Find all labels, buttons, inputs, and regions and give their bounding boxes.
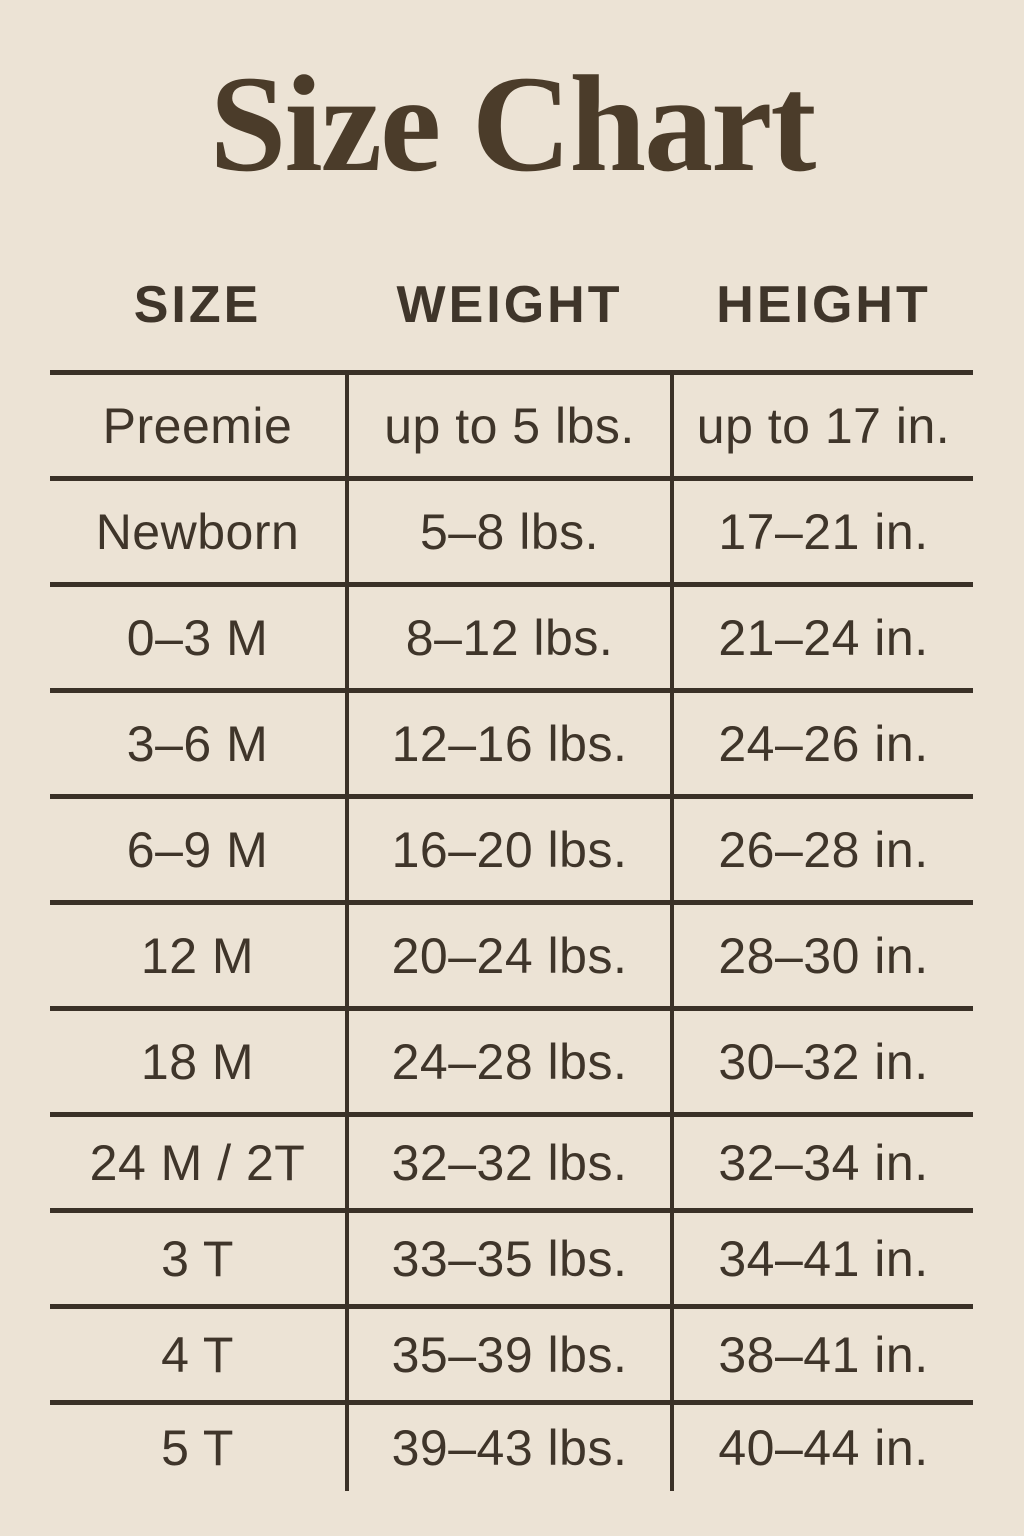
table-row-newborn xyxy=(50,481,973,587)
cell-weight: 20–24 lbs. xyxy=(345,905,674,1006)
table-header-row xyxy=(50,240,973,370)
cell-height: 26–28 in. xyxy=(718,821,929,878)
table-row-4t xyxy=(50,1309,973,1405)
cell-size: 5 T xyxy=(161,1420,234,1476)
size-table xyxy=(50,240,973,1491)
cell-height: 38–41 in. xyxy=(718,1326,929,1383)
table-row-0-3m xyxy=(50,587,973,693)
cell-weight: 5–8 lbs. xyxy=(345,481,674,582)
cell-weight: 16–20 lbs. xyxy=(345,799,674,900)
table-row-preemie xyxy=(50,375,973,481)
page-title: Size Chart xyxy=(209,47,815,200)
cell-size: 3–6 M xyxy=(126,715,269,772)
cell-height: 24–26 in. xyxy=(718,715,929,772)
table-row-24m-2t xyxy=(50,1117,973,1213)
table-body xyxy=(50,370,973,1491)
cell-height: 21–24 in. xyxy=(718,609,929,666)
cell-weight: 35–39 lbs. xyxy=(345,1309,674,1400)
cell-size: 4 T xyxy=(161,1326,234,1383)
cell-weight: 8–12 lbs. xyxy=(345,587,674,688)
table-row-3t xyxy=(50,1213,973,1309)
cell-size: 6–9 M xyxy=(126,821,269,878)
cell-height: 17–21 in. xyxy=(718,503,929,560)
table-row-18m xyxy=(50,1011,973,1117)
header-cell-height: HEIGHT xyxy=(716,276,931,334)
cell-size: 24 M / 2T xyxy=(89,1134,306,1191)
cell-height: 30–32 in. xyxy=(718,1033,929,1090)
cell-height: 40–44 in. xyxy=(718,1420,929,1476)
table-row-6-9m xyxy=(50,799,973,905)
cell-weight: up to 5 lbs. xyxy=(345,375,674,476)
cell-weight: 12–16 lbs. xyxy=(345,693,674,794)
header-cell-size: SIZE xyxy=(133,276,262,334)
cell-size: 0–3 M xyxy=(126,609,269,666)
cell-size: 12 M xyxy=(140,927,255,984)
cell-height: 28–30 in. xyxy=(718,927,929,984)
cell-height: up to 17 in. xyxy=(696,397,951,454)
table-row-12m xyxy=(50,905,973,1011)
cell-size: 3 T xyxy=(161,1230,234,1287)
cell-weight: 33–35 lbs. xyxy=(345,1213,674,1304)
cell-size: Preemie xyxy=(102,397,293,454)
header-cell-weight: WEIGHT xyxy=(396,276,623,334)
cell-size: 18 M xyxy=(140,1033,255,1090)
cell-size: Newborn xyxy=(95,503,300,560)
cell-weight: 32–32 lbs. xyxy=(345,1117,674,1208)
cell-height: 32–34 in. xyxy=(718,1134,929,1191)
cell-height: 34–41 in. xyxy=(718,1230,929,1287)
table-row-3-6m xyxy=(50,693,973,799)
table-row-5t xyxy=(50,1405,973,1491)
cell-weight: 24–28 lbs. xyxy=(345,1011,674,1112)
cell-weight: 39–43 lbs. xyxy=(345,1405,674,1491)
